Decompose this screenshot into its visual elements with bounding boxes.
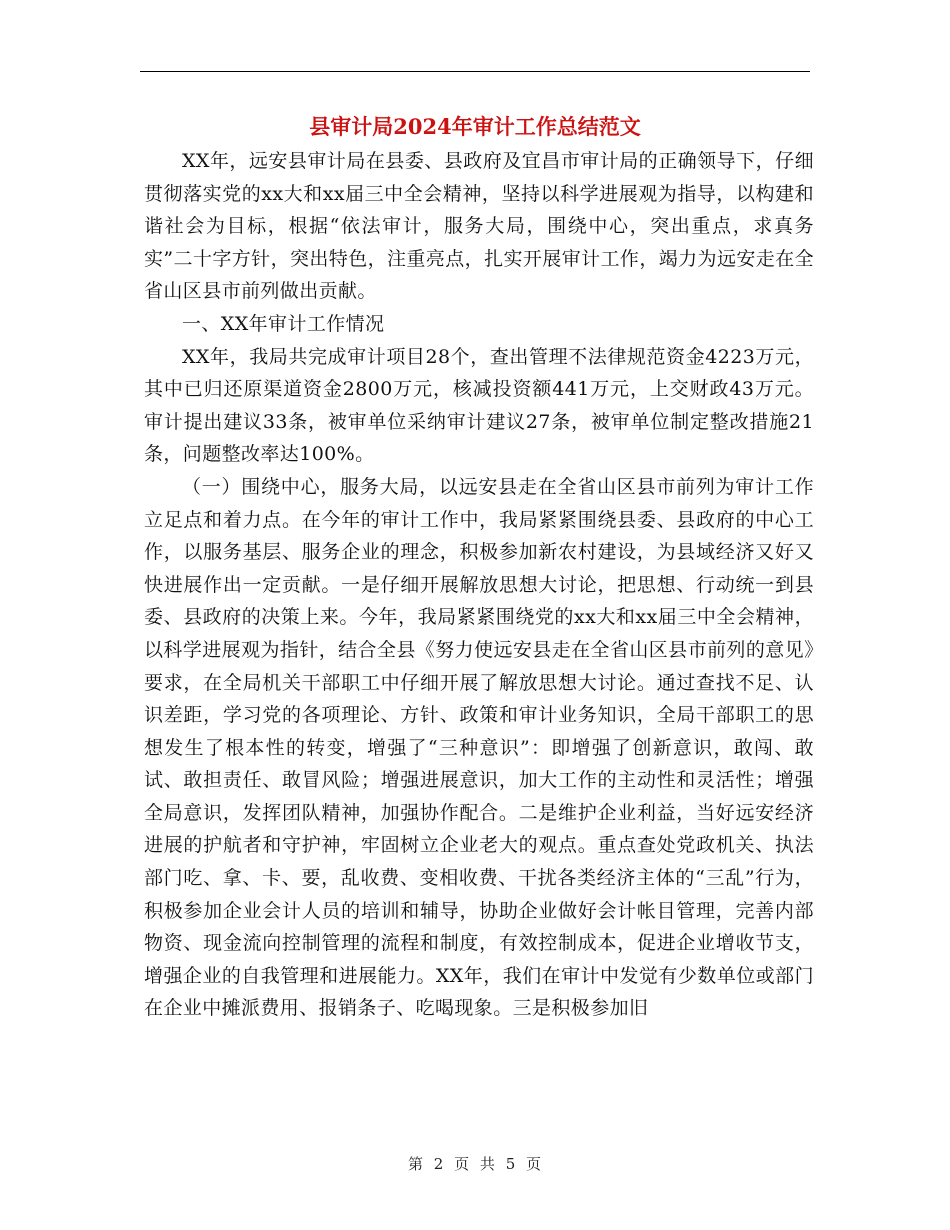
total-label: 共 [479,1155,496,1173]
page-label-mid: 页 [454,1155,471,1173]
section-heading: 一、XX年审计工作情况 [182,312,385,335]
page-label-prefix: 第 [407,1155,424,1173]
document-title: 县审计局2024年审计工作总结范文 [309,114,641,139]
header-rule [140,71,810,72]
intro-paragraph: XX年，远安县审计局在县委、县政府及宜昌市审计局的正确领导下，仔细贯彻落实党的xx大和xx届三中全会精神，坚持以科学进展观为指导，以构建和谐社会为目标，根据“依法审计，服务大局，围绕中心，突出重点，求真务实”二十字方针，突出特色，注重亮点，扎实开展审计工作，竭力为远安走在全省山区县市前列做出贡献。 [144,150,814,303]
subsection-paragraph: （一）围绕中心，服务大局，以远安县走在全省山区县市前列为审计工作立足点和着力点。在今年的审计工作中，我局紧紧围绕县委、县政府的中心工作，以服务基层、服务企业的理念，积极参加新农村建设，为县域经济又好又快进展作出一定贡献。一是仔细开展解放思想大讨论，把思想、行动统一到县委、县政府的决策上来。今年，我局紧紧围绕党的xx大和xx届三中全会精神，以科学进展观为指针，结合全县《努力使远安县走在全省山区县市前列的意见》要求，在全局机关干部职工中仔细开展了解放思想大讨论。通过查找不足、认识差距，学习党的各项理论、方针、政策和审计业务知识，全局干部职工的思想发生了根本性的转变，增强了“三种意识”：即增强了创新意识，敢闯、敢试、敢担责任、敢冒风险；增强进展意识，加大工作的主动性和灵活性；增强全局意识，发挥团队精神，加强协作配合。二是维护企业利益，当好远安经济进展的护航者和守护神，牢固树立企业老大的观点。重点查处党政机关、执法部门吃、拿、卡、要，乱收费、变相收费、干扰各类经济主体的“三乱”行为，积极参加企业会计人员的培训和辅导，协助企业做好会计帐目管理，完善内部物资、现金流向控制管理的流程和制度，有效控制成本，促进企业增收节支，增强企业的自我管理和进展能力。XX年，我们在审计中发觉有少数单位或部门在企业中摊派费用、报销条子、吃喝现象。三是积极参加旧 [144,475,814,1020]
page-label-suffix: 页 [526,1155,543,1173]
document-body [144,145,814,1025]
summary-paragraph: XX年，我局共完成审计项目28个，查出管理不法律规范资金4223万元，其中已归还原渠道资金2800万元，核减投资额441万元，上交财政43万元。审计提出建议33条，被审单位采纳审计建议27条，被审单位制定整改措施21条，问题整改率达100%。 [144,345,814,466]
total-pages-number: 5 [505,1155,517,1173]
page-footer [0,1153,950,1174]
current-page-number: 2 [433,1155,445,1173]
